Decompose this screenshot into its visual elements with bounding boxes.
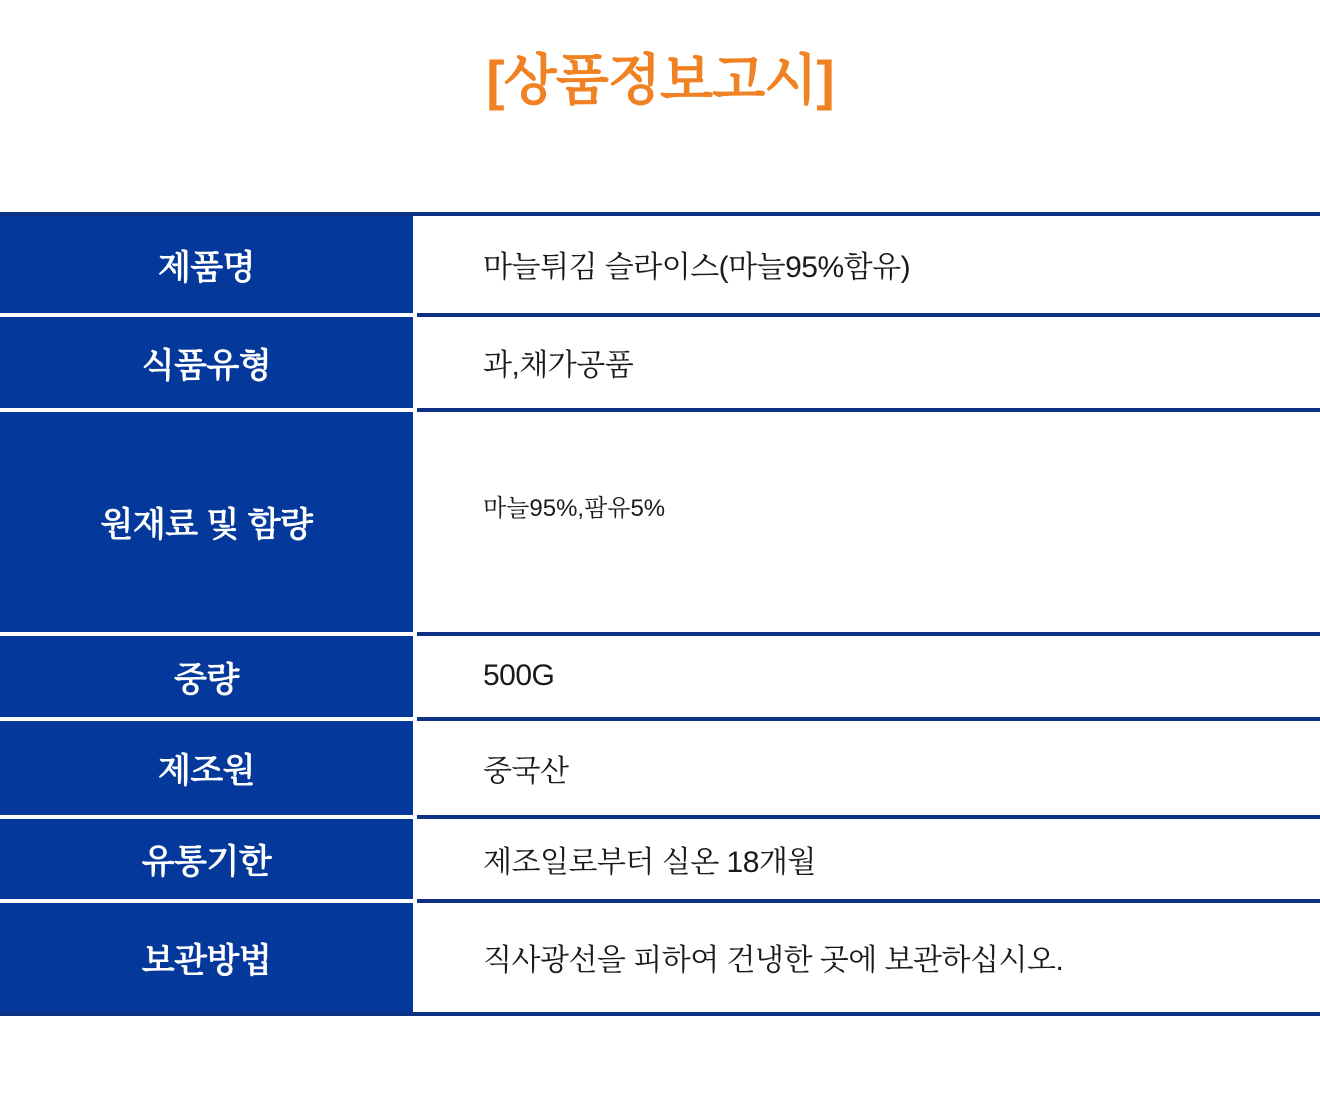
row-value: 마늘95%,팜유5% xyxy=(483,494,666,522)
row-value-cell xyxy=(417,903,1320,1012)
row-value-cell xyxy=(417,721,1320,819)
table-row-product-name xyxy=(0,216,1320,317)
row-value-cell xyxy=(417,216,1320,317)
table-row-storage xyxy=(0,903,1320,1012)
row-label-cell xyxy=(0,317,413,412)
row-label: 유통기한 xyxy=(141,843,272,882)
row-label-cell xyxy=(0,216,413,317)
row-value: 직사광선을 피하여 건냉한 곳에 보관하십시오. xyxy=(483,944,1064,978)
row-value: 제조일로부터 실온 18개월 xyxy=(483,845,816,879)
row-value: 마늘튀김 슬라이스(마늘95%함유) xyxy=(483,251,911,285)
row-value-cell xyxy=(417,317,1320,412)
row-label: 원재료 및 함량 xyxy=(100,506,313,545)
row-label-cell xyxy=(0,903,413,1012)
row-label: 보관방법 xyxy=(141,941,272,980)
row-label-cell xyxy=(0,721,413,819)
table-row-ingredients xyxy=(0,412,1320,636)
row-label-cell xyxy=(0,819,413,903)
row-value-cell xyxy=(417,819,1320,903)
row-value: 중국산 xyxy=(483,754,569,788)
page-title: [상품정보고시] xyxy=(486,49,834,111)
row-label: 중량 xyxy=(174,660,239,699)
table-row-weight xyxy=(0,636,1320,721)
table-row-shelf-life xyxy=(0,819,1320,903)
row-label-cell xyxy=(0,636,413,721)
row-value: 과,채가공품 xyxy=(483,349,634,383)
row-label-cell xyxy=(0,412,413,636)
table-row-manufacturer xyxy=(0,721,1320,819)
table-row-food-type xyxy=(0,317,1320,412)
product-info-table xyxy=(0,212,1320,1016)
row-label: 제조원 xyxy=(157,752,256,791)
row-value: 500G xyxy=(483,659,555,693)
row-value-cell xyxy=(417,636,1320,721)
row-value-cell xyxy=(417,412,1320,636)
row-label: 제품명 xyxy=(157,248,256,287)
row-label: 식품유형 xyxy=(141,346,272,385)
